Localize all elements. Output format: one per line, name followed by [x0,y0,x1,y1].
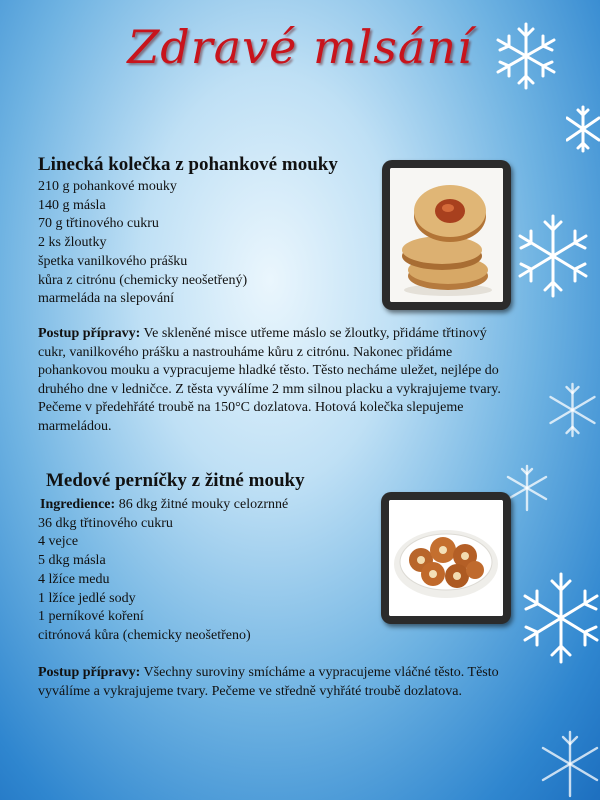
method-text: druhého dne v ledničce. Z těsta vyválíme 2 mm silnou placku a vykrajujeme tvary. [38,381,501,397]
ingredient-item: 1 lžíce jedlé sody [38,590,136,606]
ingredient-item: špetka vanilkového prášku [38,253,188,269]
ingredient-item: 140 g másla [38,197,106,213]
snowflake-icon [518,210,588,302]
page-title: Zdravé mlsání [127,20,473,74]
recipe-1-heading: Linecká kolečka z pohankové mouky [38,154,338,175]
recipe-1-photo-frame [382,160,511,310]
recipe-2-photo-frame [381,492,511,624]
method-label: Postup přípravy: [38,326,141,341]
recipe-1-ingredients [38,178,247,309]
snowflake-icon [540,728,600,800]
method-text: pohankovou mouku a vypracujeme hladké těsto. Těsto necháme uležet, nejlépe do [38,363,499,379]
recipe-2-ingredients [38,496,288,646]
ingredient-item: 70 g třtinového cukru [38,216,159,232]
ingredient-item: 4 vejce [38,534,79,550]
ingredient-item: 4 lžíce medu [38,571,110,587]
method-text: Ve skleněné misce utřeme máslo se žloutky, přidáme třtinový [140,326,487,341]
snowflake-icon [566,104,600,154]
snowflake-icon [522,568,600,668]
recipe-2-heading: Medové perníčky z žitné mouky [46,470,305,491]
recipe-2-method [38,664,558,701]
gingerbread-cookies-photo [389,500,503,616]
ingredient-item: 2 ks žloutky [38,235,107,251]
method-text: cukr, vanilkového prášku a nastrouháme kůru z citrónu. Nakonec přidáme [38,344,453,360]
ingredient-item: marmeláda na slepování [38,291,175,307]
recipe-1-method [38,325,558,437]
ingredients-label: Ingredience: [40,497,116,512]
method-text: Pečeme v předehřáté troubě na 150°C dozlatova. Hotová kolečka slepujeme [38,400,464,416]
ingredient-item: kůra z citrónu (chemicky neošetřený) [38,272,248,288]
ingredient-item: 1 perníkové koření [38,609,144,625]
ingredient-item: 5 dkg másla [38,553,106,569]
method-text: marmeládou. [38,418,112,434]
ingredient-item: 210 g pohankové mouky [38,179,177,194]
ingredient-item: 86 dkg žitné mouky celozrnné [115,497,289,512]
method-text: vyválíme a vykrajujeme tvary. Pečeme ve středně vyhřáté troubě dozlatova. [38,683,462,699]
ingredient-item: 36 dkg třtinového cukru [38,515,173,531]
method-text: Všechny suroviny smícháme a vypracujeme vláčné těsto. Těsto [140,665,499,680]
snowflake-icon [505,462,549,514]
linzer-cookies-photo [390,168,503,302]
ingredient-item: citrónová kůra (chemicky neošetřeno) [38,627,251,643]
method-label: Postup přípravy: [38,665,141,680]
